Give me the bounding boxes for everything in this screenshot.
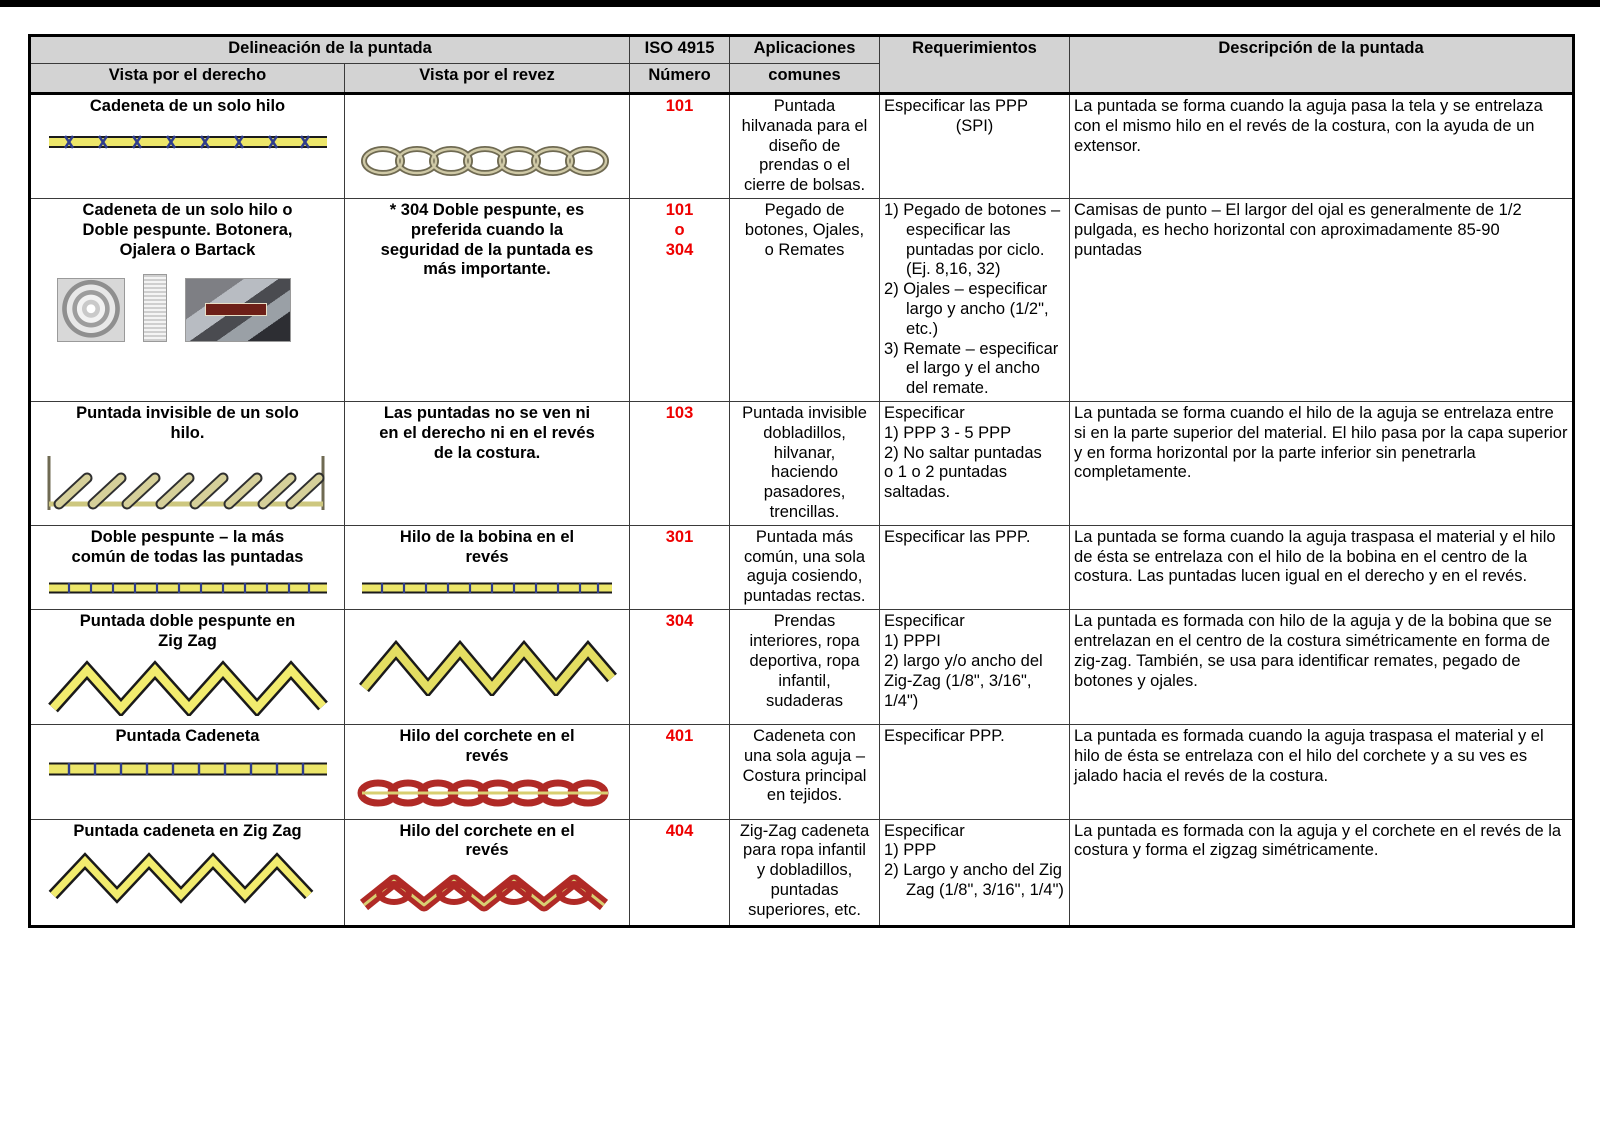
app-line: botones, Ojales,	[744, 220, 865, 239]
note-line: Las puntadas no se ven ni	[383, 403, 591, 422]
app-line: Zig-Zag cadeneta	[739, 821, 870, 840]
note-line: seguridad de la puntada es	[380, 240, 594, 259]
cell-iso-numero	[630, 525, 730, 610]
app-line: Puntada más	[755, 527, 854, 546]
stitch-name-label: Zig Zag	[158, 632, 217, 651]
stitch-name-label: Puntada invisible de un solo	[76, 403, 299, 422]
stitch-name-label: Doble pespunte. Botonera,	[82, 220, 293, 239]
cell-descripcion: La puntada es formada con la aguja y el corchete en el revés de la costura y forma el zigzag simétricamente.	[1070, 819, 1574, 927]
note-line: Hilo del corchete en el	[399, 821, 575, 840]
note-line: revés	[465, 746, 509, 765]
zigzag-yellow-icon	[356, 640, 618, 696]
app-line: infantil,	[778, 671, 831, 690]
header-apps-line2: comunes	[730, 64, 880, 94]
cell-iso-numero	[630, 401, 730, 525]
note-line: Hilo de la bobina en el	[399, 527, 575, 546]
req-line: 2) largo y/o ancho del	[884, 651, 1043, 670]
app-line: aguja cosiendo,	[746, 567, 863, 586]
cell-descripcion: Camisas de punto – El largor del ojal es generalmente de 1/2 pulgada, es hecho horizontal con aproximadamente 85-90 puntadas	[1070, 198, 1574, 401]
cell-vista-derecho	[30, 401, 345, 525]
cell-descripcion: La puntada se forma cuando el hilo de la aguja se entrelaza entre si en la parte superior del material. El hilo pasa por la capa superior y en forma horizontal por la parte inferior sin penetrarla completamente.	[1070, 401, 1574, 525]
zigzag-red-icon	[356, 869, 618, 917]
iso-number: 404	[665, 821, 694, 840]
cell-requerimientos	[880, 610, 1070, 725]
cell-requerimientos	[880, 819, 1070, 927]
app-line: cierre de bolsas.	[743, 176, 866, 195]
app-line: pasadores,	[763, 483, 846, 502]
app-line: Puntada invisible	[742, 403, 867, 422]
cell-vista-revez	[345, 525, 630, 610]
table-row	[30, 525, 1574, 610]
iso-number: 304	[665, 240, 694, 259]
app-line: puntadas rectas.	[743, 587, 866, 606]
cell-aplicaciones	[730, 610, 880, 725]
requirement-item: 1) Pegado de botones – especificar las puntadas por ciclo. (Ej. 8,16, 32)	[884, 200, 1061, 279]
iso-number: 304	[665, 612, 694, 631]
app-line: Prendas	[773, 612, 836, 631]
req-line: 2) No saltar puntadas	[884, 443, 1042, 462]
app-line: dobladillos,	[763, 423, 846, 442]
iso-number: 103	[665, 403, 694, 422]
cell-aplicaciones	[730, 525, 880, 610]
requirement-item: 1) PPP	[884, 841, 937, 860]
app-line: común, una sola	[743, 547, 866, 566]
note-line: revés	[465, 841, 509, 860]
button-photo	[57, 278, 125, 342]
app-line: hilvanada para el	[741, 116, 868, 135]
requirement-item: 2) Largo y ancho del Zig Zag (1/8", 3/16", 1/4")	[884, 861, 1064, 899]
cell-aplicaciones	[730, 401, 880, 525]
app-line: en tejidos.	[766, 786, 843, 805]
requirement-item: Especificar	[884, 821, 965, 840]
app-line: hilvanar,	[773, 443, 836, 462]
cell-requerimientos	[880, 94, 1070, 199]
app-line: o Remates	[764, 240, 845, 259]
header-row-top	[30, 36, 1574, 64]
header-descripcion: Descripción de la puntada	[1070, 36, 1574, 94]
app-line: diseño de	[768, 136, 841, 155]
cell-vista-revez	[345, 610, 630, 725]
cell-aplicaciones	[730, 724, 880, 819]
cell-requerimientos	[880, 401, 1070, 525]
machine-photos-group	[57, 274, 340, 342]
cell-iso-numero	[630, 610, 730, 725]
table-body	[30, 94, 1574, 927]
requirement-item: 2) Ojales – especificar largo y ancho (1/2", etc.)	[884, 280, 1049, 338]
header-group-delineacion: Delineación de la puntada	[30, 36, 630, 64]
table-row	[30, 724, 1574, 819]
app-line: Costura principal	[742, 766, 867, 785]
table-row	[30, 819, 1574, 927]
cell-vista-derecho	[30, 94, 345, 199]
req-line: Especificar las PPP.	[884, 527, 1031, 546]
cell-descripcion: La puntada es formada con hilo de la aguja y de la bobina que se entrelazan en el centro de la costura simétricamente en forma de zig-zag. También, se usa para identificar remates, pegado de botones y ojales.	[1070, 610, 1574, 725]
req-line: 1/4")	[884, 691, 919, 710]
stitch-name-label: Ojalera o Bartack	[119, 240, 256, 259]
lockstitch-line-icon	[356, 575, 618, 601]
bartack-machine-photo	[185, 278, 291, 342]
app-line: superiores, etc.	[748, 900, 861, 919]
cell-vista-revez	[345, 724, 630, 819]
iso-separator: o	[674, 220, 685, 239]
cell-iso-numero	[630, 198, 730, 401]
req-line: 1) PPPI	[884, 632, 941, 651]
header-apps-line1: Aplicaciones	[730, 36, 880, 64]
note-line: de la costura.	[433, 443, 541, 462]
req-line: Especificar	[884, 403, 965, 422]
table-row	[30, 610, 1574, 725]
app-line: trencillas.	[769, 502, 840, 521]
cell-vista-revez	[345, 819, 630, 927]
iso-number: 301	[665, 527, 694, 546]
note-line: Hilo del corchete en el	[399, 726, 575, 745]
cell-descripcion: La puntada se forma cuando la aguja pasa la tela y se entrelaza con el mismo hilo en el revés de la costura, con la ayuda de un extensor.	[1070, 94, 1574, 199]
blind-stitch-icon	[41, 452, 331, 514]
stitch-name-label: Puntada doble pespunte en	[79, 612, 296, 631]
header-iso-line1: ISO 4915	[630, 36, 730, 64]
app-line: deportiva, ropa	[749, 651, 860, 670]
req-line: (SPI)	[955, 116, 994, 135]
header-vista-revez: Vista por el revez	[345, 64, 630, 94]
iso-number: 101	[665, 200, 694, 219]
requirements-list	[884, 822, 1065, 901]
iso-number: 401	[665, 726, 694, 745]
table-row	[30, 94, 1574, 199]
req-line: 1) PPP 3 - 5 PPP	[884, 423, 1012, 442]
cell-vista-revez	[345, 94, 630, 199]
cell-requerimientos	[880, 525, 1070, 610]
app-line: Cadeneta con	[753, 726, 856, 745]
iso-number: 101	[665, 97, 694, 115]
req-line: saltadas.	[884, 483, 951, 502]
chain-loops-gray-icon	[359, 141, 615, 181]
stitch-name-label: Doble pespunte – la más	[90, 527, 285, 546]
requirements-list	[884, 201, 1065, 399]
header-vista-derecho: Vista por el derecho	[30, 64, 345, 94]
cell-aplicaciones	[730, 819, 880, 927]
page-top-rule	[0, 0, 1600, 7]
cell-descripcion: La puntada se forma cuando la aguja traspasa el material y el hilo de ésta se entrelaza con el hilo de la bobina en el centro de la costura. Las puntadas lucen igual en el derecho y en el revés.	[1070, 525, 1574, 610]
app-line: Puntada	[773, 97, 836, 115]
note-line: en el derecho ni en el revés	[379, 423, 595, 442]
req-line: Especificar las PPP	[884, 97, 1028, 115]
note-line: revés	[465, 547, 509, 566]
cell-iso-numero	[630, 724, 730, 819]
stitch-name-label: común de todas las puntadas	[71, 547, 304, 566]
stitch-name-label: Puntada cadeneta en Zig Zag	[73, 821, 302, 840]
stitch-type-table	[28, 34, 1575, 928]
table-row	[30, 401, 1574, 525]
cell-vista-derecho	[30, 819, 345, 927]
zigzag-yellow-icon	[43, 660, 333, 716]
app-line: interiores, ropa	[749, 632, 860, 651]
cell-iso-numero	[630, 94, 730, 199]
table-header	[30, 36, 1574, 94]
cell-aplicaciones	[730, 198, 880, 401]
stitch-name-label: Puntada Cadeneta	[115, 726, 260, 745]
header-iso-line2: Número	[630, 64, 730, 94]
app-line: Pegado de	[764, 200, 845, 219]
cell-requerimientos	[880, 198, 1070, 401]
requirement-item: 3) Remate – especificar el largo y el ancho del remate.	[884, 339, 1059, 398]
req-line: o 1 o 2 puntadas	[884, 463, 1007, 482]
note-line: más importante.	[423, 260, 551, 279]
stitch-table-container	[28, 34, 1572, 928]
app-line: una sola aguja –	[743, 746, 866, 765]
cell-vista-revez	[345, 198, 630, 401]
header-requerimientos: Requerimientos	[880, 36, 1070, 94]
note-line: preferida cuando la	[410, 220, 564, 239]
cell-aplicaciones	[730, 94, 880, 199]
cell-vista-derecho	[30, 525, 345, 610]
table-row	[30, 198, 1574, 401]
app-line: prendas o el	[759, 156, 850, 175]
stitch-name-label: Cadeneta de un solo hilo o	[82, 200, 293, 219]
app-line: haciendo	[771, 463, 838, 482]
cell-descripcion: La puntada es formada cuando la aguja traspasa el material y el hilo de ésta se entrelaza con el hilo del corchete y a su ves es jalado hacia el revés de la costura.	[1070, 724, 1574, 819]
app-line: sudaderas	[765, 691, 844, 710]
zigzag-yellow-icon	[43, 849, 333, 905]
cell-vista-derecho	[30, 724, 345, 819]
cell-vista-derecho	[30, 610, 345, 725]
tape-photo	[143, 274, 167, 342]
chain-stitch-yellow-icon	[43, 755, 333, 783]
stitch-name-label: Cadeneta de un solo hilo	[89, 97, 286, 115]
app-line: para ropa infantil	[743, 841, 866, 860]
chain-stitch-yellow-icon	[43, 125, 333, 159]
stitch-name-label: hilo.	[170, 423, 205, 442]
chain-red-icon	[356, 775, 618, 811]
lockstitch-line-icon	[43, 575, 333, 601]
cell-vista-revez	[345, 401, 630, 525]
cell-vista-derecho	[30, 198, 345, 401]
app-line: puntadas	[770, 880, 839, 899]
app-line: y dobladillos,	[756, 861, 853, 880]
req-line: Especificar PPP.	[884, 726, 1005, 745]
req-line: Zig-Zag (1/8", 3/16",	[884, 671, 1032, 690]
note-line: * 304 Doble pespunte, es	[389, 200, 585, 219]
req-line: Especificar	[884, 612, 965, 631]
cell-iso-numero	[630, 819, 730, 927]
cell-requerimientos	[880, 724, 1070, 819]
